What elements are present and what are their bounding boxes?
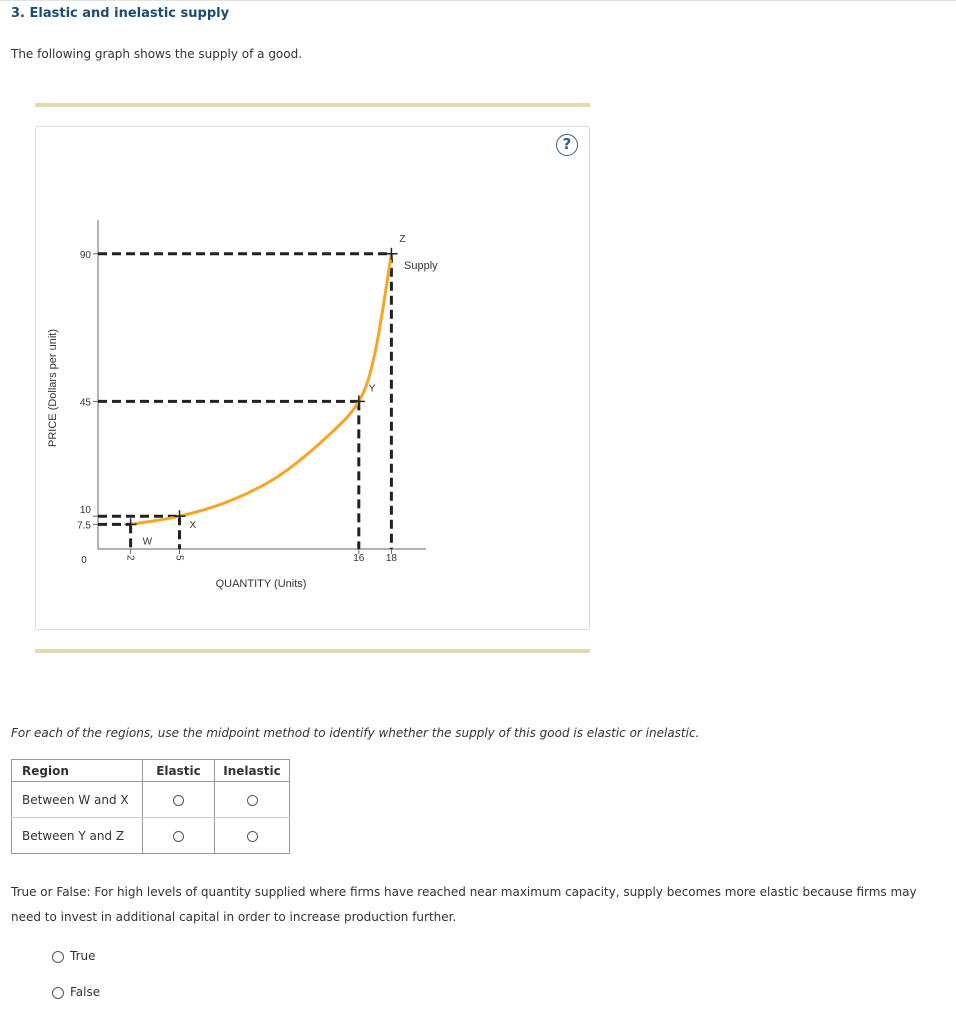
table-row: [12, 782, 290, 818]
cell-inelastic: [215, 782, 290, 818]
supply-curve: [131, 254, 392, 525]
cell-elastic: [143, 782, 215, 818]
y-tick-label: 45: [79, 397, 91, 409]
x-tick-label: 5: [173, 555, 185, 561]
table-row: [12, 818, 290, 854]
option-true-label: True: [70, 949, 96, 963]
help-icon[interactable]: ?: [556, 134, 578, 156]
region-table: [11, 759, 290, 854]
supply-label: Supply: [404, 260, 438, 272]
y-tick-label: 10: [79, 505, 91, 517]
x-tick-label: 18: [385, 553, 397, 564]
intro-text: The following graph shows the supply of a good.: [11, 47, 303, 61]
header-elastic: Elastic: [143, 760, 215, 782]
header-region: Region: [12, 760, 143, 782]
graph-bottom-bar: [35, 649, 590, 653]
option-false-label: False: [70, 985, 101, 999]
point-label-y: Y: [368, 383, 376, 395]
option-false[interactable]: [52, 985, 100, 999]
y-tick-label: 7.5: [77, 520, 91, 532]
radio-wx-elastic[interactable]: [173, 795, 184, 806]
radio-false[interactable]: [52, 987, 64, 999]
section-title: 3. Elastic and inelastic supply: [11, 6, 230, 21]
origin-label: 0: [81, 555, 87, 566]
radio-yz-elastic[interactable]: [173, 831, 184, 842]
cell-inelastic: [215, 818, 290, 854]
point-label-x: X: [189, 520, 197, 532]
y-axis-title: PRICE (Dollars per unit): [47, 329, 59, 447]
cell-elastic: [143, 818, 215, 854]
true-false-question: True or False: For high levels of quantity supplied where firms have reached near maximum capacity, supply becomes more elastic because firms may need to invest in additional capital in order to increase production further.: [11, 885, 917, 924]
option-true[interactable]: [52, 949, 96, 963]
x-tick-label: 2: [124, 555, 136, 561]
radio-wx-inelastic[interactable]: [247, 795, 258, 806]
x-axis-title: QUANTITY (Units): [215, 578, 307, 590]
point-label-w: W: [142, 536, 153, 548]
radio-yz-inelastic[interactable]: [247, 831, 258, 842]
region-question: For each of the regions, use the midpoint method to identify whether the supply of this good is elastic or inelastic.: [11, 726, 700, 740]
y-tick-label: 90: [79, 249, 91, 261]
x-tick-label: 16: [353, 553, 365, 564]
header-inelastic: Inelastic: [215, 760, 290, 782]
radio-true[interactable]: [52, 951, 64, 963]
region-label: Between W and X: [12, 782, 143, 818]
point-label-z: Z: [399, 233, 406, 245]
table-header-row: [12, 760, 290, 782]
region-label: Between Y and Z: [12, 818, 143, 854]
